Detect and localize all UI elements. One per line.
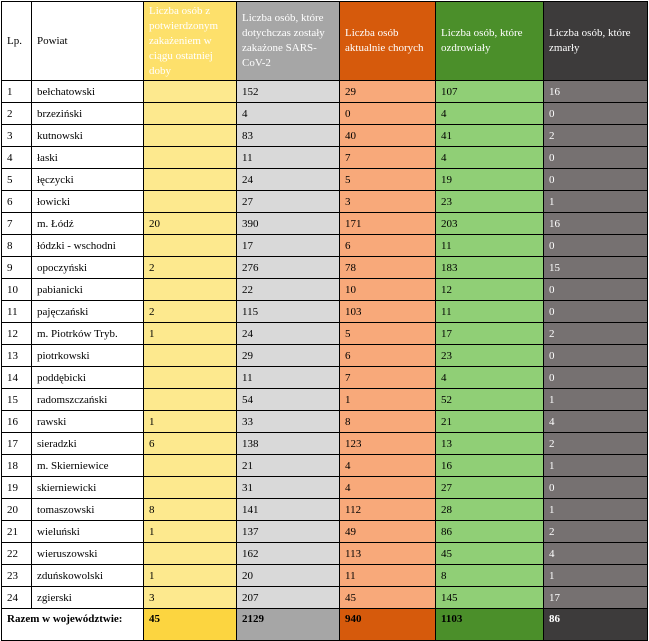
cell-powiat: m. Piotrków Tryb. xyxy=(32,323,144,345)
table-row xyxy=(2,213,648,235)
cell-recovered: 16 xyxy=(436,455,544,477)
cell-total-infected: 24 xyxy=(237,323,340,345)
cell-lp: 15 xyxy=(2,389,32,411)
cell-currently-sick: 113 xyxy=(340,543,436,565)
cell-lp: 5 xyxy=(2,169,32,191)
cell-currently-sick: 0 xyxy=(340,103,436,125)
cell-powiat: skierniewicki xyxy=(32,477,144,499)
cell-deceased: 0 xyxy=(544,147,648,169)
table-row xyxy=(2,147,648,169)
cell-total-infected: 115 xyxy=(237,301,340,323)
cell-currently-sick: 10 xyxy=(340,279,436,301)
cell-total-infected: 27 xyxy=(237,191,340,213)
cell-deceased: 1 xyxy=(544,455,648,477)
cell-deceased: 0 xyxy=(544,235,648,257)
table-row xyxy=(2,587,648,609)
cell-deceased: 0 xyxy=(544,279,648,301)
cell-total-infected: 17 xyxy=(237,235,340,257)
table-row xyxy=(2,411,648,433)
cell-deceased: 0 xyxy=(544,103,648,125)
cell-deceased: 2 xyxy=(544,125,648,147)
cell-lp: 16 xyxy=(2,411,32,433)
cell-deceased: 1 xyxy=(544,565,648,587)
cell-lp: 8 xyxy=(2,235,32,257)
table-row xyxy=(2,169,648,191)
cell-lp: 10 xyxy=(2,279,32,301)
totals-total-infected: 2129 xyxy=(237,609,340,641)
cell-recovered: 4 xyxy=(436,367,544,389)
cell-recovered: 17 xyxy=(436,323,544,345)
cell-lp: 9 xyxy=(2,257,32,279)
cell-deceased: 0 xyxy=(544,345,648,367)
cell-powiat: wieruszowski xyxy=(32,543,144,565)
cell-new-today xyxy=(144,235,237,257)
cell-lp: 3 xyxy=(2,125,32,147)
totals-row xyxy=(2,609,648,641)
totals-new-today: 45 xyxy=(144,609,237,641)
cell-recovered: 28 xyxy=(436,499,544,521)
table-row xyxy=(2,257,648,279)
cell-recovered: 8 xyxy=(436,565,544,587)
cell-deceased: 15 xyxy=(544,257,648,279)
cell-new-today xyxy=(144,543,237,565)
cell-currently-sick: 1 xyxy=(340,389,436,411)
cell-powiat: m. Łódź xyxy=(32,213,144,235)
cell-powiat: m. Skierniewice xyxy=(32,455,144,477)
cell-new-today xyxy=(144,169,237,191)
cell-new-today xyxy=(144,389,237,411)
header-new-today: Liczba osób z potwierdzonym zakażeniem w ciągu ostatniej doby xyxy=(144,2,237,81)
cell-total-infected: 24 xyxy=(237,169,340,191)
cell-new-today xyxy=(144,103,237,125)
cell-powiat: zduńskowolski xyxy=(32,565,144,587)
cell-lp: 14 xyxy=(2,367,32,389)
cell-powiat: wieluński xyxy=(32,521,144,543)
table-row xyxy=(2,103,648,125)
cell-currently-sick: 5 xyxy=(340,323,436,345)
cell-new-today xyxy=(144,191,237,213)
cell-new-today: 6 xyxy=(144,433,237,455)
cell-total-infected: 83 xyxy=(237,125,340,147)
cell-currently-sick: 7 xyxy=(340,367,436,389)
cell-recovered: 86 xyxy=(436,521,544,543)
cell-total-infected: 20 xyxy=(237,565,340,587)
cell-recovered: 203 xyxy=(436,213,544,235)
table-row xyxy=(2,191,648,213)
cell-powiat: brzeziński xyxy=(32,103,144,125)
cell-powiat: pabianicki xyxy=(32,279,144,301)
cell-lp: 20 xyxy=(2,499,32,521)
cell-total-infected: 11 xyxy=(237,367,340,389)
table-row xyxy=(2,345,648,367)
totals-currently-sick: 940 xyxy=(340,609,436,641)
cell-powiat: łowicki xyxy=(32,191,144,213)
cell-currently-sick: 8 xyxy=(340,411,436,433)
cell-lp: 7 xyxy=(2,213,32,235)
cell-new-today xyxy=(144,367,237,389)
cell-powiat: sieradzki xyxy=(32,433,144,455)
cell-new-today xyxy=(144,279,237,301)
cell-deceased: 0 xyxy=(544,301,648,323)
cell-new-today: 20 xyxy=(144,213,237,235)
cell-new-today: 1 xyxy=(144,411,237,433)
cell-currently-sick: 78 xyxy=(340,257,436,279)
cell-new-today xyxy=(144,125,237,147)
cell-total-infected: 138 xyxy=(237,433,340,455)
cell-new-today xyxy=(144,147,237,169)
cell-total-infected: 54 xyxy=(237,389,340,411)
cell-lp: 2 xyxy=(2,103,32,125)
cell-deceased: 17 xyxy=(544,587,648,609)
cell-total-infected: 31 xyxy=(237,477,340,499)
cell-lp: 19 xyxy=(2,477,32,499)
cell-lp: 6 xyxy=(2,191,32,213)
cell-total-infected: 141 xyxy=(237,499,340,521)
cell-deceased: 2 xyxy=(544,323,648,345)
cell-total-infected: 390 xyxy=(237,213,340,235)
cell-total-infected: 4 xyxy=(237,103,340,125)
cell-deceased: 0 xyxy=(544,367,648,389)
totals-deceased: 86 xyxy=(544,609,648,641)
totals-label: Razem w województwie: xyxy=(2,609,144,641)
cell-powiat: tomaszowski xyxy=(32,499,144,521)
header-lp: Lp. xyxy=(2,2,32,81)
cell-powiat: rawski xyxy=(32,411,144,433)
cell-powiat: bełchatowski xyxy=(32,81,144,103)
cell-currently-sick: 171 xyxy=(340,213,436,235)
cell-deceased: 4 xyxy=(544,543,648,565)
cell-recovered: 107 xyxy=(436,81,544,103)
table-body xyxy=(2,81,648,609)
cell-deceased: 4 xyxy=(544,411,648,433)
cell-total-infected: 29 xyxy=(237,345,340,367)
header-powiat: Powiat xyxy=(32,2,144,81)
table-row xyxy=(2,301,648,323)
cell-currently-sick: 5 xyxy=(340,169,436,191)
table-row xyxy=(2,323,648,345)
cell-currently-sick: 4 xyxy=(340,455,436,477)
table-row xyxy=(2,499,648,521)
cell-recovered: 23 xyxy=(436,191,544,213)
table-header-row xyxy=(2,2,648,81)
cell-total-infected: 33 xyxy=(237,411,340,433)
cell-new-today: 2 xyxy=(144,301,237,323)
cell-currently-sick: 6 xyxy=(340,235,436,257)
cell-deceased: 0 xyxy=(544,477,648,499)
cell-deceased: 1 xyxy=(544,389,648,411)
table-row xyxy=(2,521,648,543)
cell-new-today xyxy=(144,81,237,103)
table-row xyxy=(2,279,648,301)
cell-total-infected: 22 xyxy=(237,279,340,301)
cell-currently-sick: 112 xyxy=(340,499,436,521)
cell-deceased: 16 xyxy=(544,81,648,103)
cell-currently-sick: 11 xyxy=(340,565,436,587)
cell-recovered: 11 xyxy=(436,235,544,257)
table-row xyxy=(2,125,648,147)
cell-total-infected: 276 xyxy=(237,257,340,279)
cell-currently-sick: 4 xyxy=(340,477,436,499)
cell-powiat: kutnowski xyxy=(32,125,144,147)
cell-recovered: 12 xyxy=(436,279,544,301)
cell-lp: 17 xyxy=(2,433,32,455)
cell-new-today: 1 xyxy=(144,565,237,587)
cell-currently-sick: 40 xyxy=(340,125,436,147)
cell-lp: 4 xyxy=(2,147,32,169)
cell-powiat: łódzki - wschodni xyxy=(32,235,144,257)
cell-new-today xyxy=(144,345,237,367)
header-currently-sick: Liczba osób aktualnie chorych xyxy=(340,2,436,81)
table-row xyxy=(2,81,648,103)
cell-currently-sick: 103 xyxy=(340,301,436,323)
header-total-infected: Liczba osób, które dotychczas zostały zakażone SARS-CoV-2 xyxy=(237,2,340,81)
table-row xyxy=(2,235,648,257)
table-row xyxy=(2,455,648,477)
cell-recovered: 183 xyxy=(436,257,544,279)
cell-deceased: 0 xyxy=(544,169,648,191)
cell-powiat: łaski xyxy=(32,147,144,169)
cell-powiat: zgierski xyxy=(32,587,144,609)
cell-powiat: radomszczański xyxy=(32,389,144,411)
table-row xyxy=(2,543,648,565)
cell-powiat: poddębicki xyxy=(32,367,144,389)
cell-deceased: 1 xyxy=(544,191,648,213)
cell-new-today: 1 xyxy=(144,521,237,543)
cell-total-infected: 11 xyxy=(237,147,340,169)
cell-recovered: 145 xyxy=(436,587,544,609)
cell-powiat: łęczycki xyxy=(32,169,144,191)
cell-lp: 1 xyxy=(2,81,32,103)
cell-powiat: pajęczański xyxy=(32,301,144,323)
cell-deceased: 2 xyxy=(544,433,648,455)
cell-new-today: 2 xyxy=(144,257,237,279)
cell-lp: 22 xyxy=(2,543,32,565)
cell-total-infected: 152 xyxy=(237,81,340,103)
cell-new-today: 8 xyxy=(144,499,237,521)
header-deceased: Liczba osób, które zmarły xyxy=(544,2,648,81)
cell-deceased: 16 xyxy=(544,213,648,235)
cell-new-today: 1 xyxy=(144,323,237,345)
cell-total-infected: 207 xyxy=(237,587,340,609)
cell-recovered: 52 xyxy=(436,389,544,411)
cell-lp: 13 xyxy=(2,345,32,367)
table-row xyxy=(2,367,648,389)
table-row xyxy=(2,565,648,587)
cell-recovered: 11 xyxy=(436,301,544,323)
cell-lp: 12 xyxy=(2,323,32,345)
cell-recovered: 27 xyxy=(436,477,544,499)
covid-district-table xyxy=(1,1,648,641)
cell-lp: 24 xyxy=(2,587,32,609)
cell-powiat: piotrkowski xyxy=(32,345,144,367)
cell-currently-sick: 7 xyxy=(340,147,436,169)
table-row xyxy=(2,389,648,411)
cell-recovered: 45 xyxy=(436,543,544,565)
cell-recovered: 4 xyxy=(436,147,544,169)
cell-lp: 21 xyxy=(2,521,32,543)
cell-total-infected: 162 xyxy=(237,543,340,565)
table-row xyxy=(2,433,648,455)
cell-lp: 18 xyxy=(2,455,32,477)
cell-recovered: 19 xyxy=(436,169,544,191)
totals-recovered: 1103 xyxy=(436,609,544,641)
cell-total-infected: 137 xyxy=(237,521,340,543)
cell-lp: 11 xyxy=(2,301,32,323)
cell-currently-sick: 6 xyxy=(340,345,436,367)
cell-lp: 23 xyxy=(2,565,32,587)
cell-recovered: 4 xyxy=(436,103,544,125)
cell-new-today xyxy=(144,477,237,499)
cell-deceased: 1 xyxy=(544,499,648,521)
cell-recovered: 41 xyxy=(436,125,544,147)
cell-currently-sick: 3 xyxy=(340,191,436,213)
cell-currently-sick: 123 xyxy=(340,433,436,455)
cell-total-infected: 21 xyxy=(237,455,340,477)
cell-powiat: opoczyński xyxy=(32,257,144,279)
cell-currently-sick: 49 xyxy=(340,521,436,543)
cell-recovered: 21 xyxy=(436,411,544,433)
cell-recovered: 13 xyxy=(436,433,544,455)
cell-new-today: 3 xyxy=(144,587,237,609)
cell-recovered: 23 xyxy=(436,345,544,367)
table-row xyxy=(2,477,648,499)
cell-deceased: 2 xyxy=(544,521,648,543)
header-recovered: Liczba osób, które ozdrowiały xyxy=(436,2,544,81)
cell-new-today xyxy=(144,455,237,477)
cell-currently-sick: 45 xyxy=(340,587,436,609)
cell-currently-sick: 29 xyxy=(340,81,436,103)
